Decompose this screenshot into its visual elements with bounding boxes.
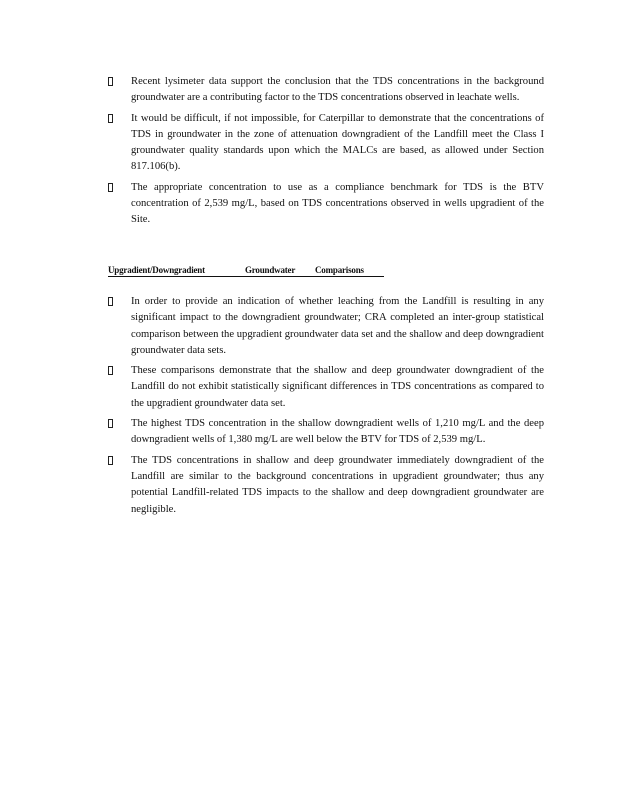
bullet-icon [108, 77, 113, 86]
section-heading-part: Comparisons [315, 265, 364, 275]
list-item [108, 180, 544, 229]
bullet-icon [108, 456, 113, 465]
list-item-text: The highest TDS concentration in the shallow downgradient wells of 1,210 mg/L and the deep downgradient wells of 1,380 mg/L are well below the BTV for TDS of 2,539 mg/L. [131, 418, 544, 446]
list-item [108, 111, 544, 176]
bullet-icon [108, 114, 113, 123]
list-item-text: Recent lysimeter data support the conclusion that the TDS concentrations in the background groundwater are a contributing factor to the TDS concentrations observed in leachate wells. [131, 76, 544, 104]
bullet-icon [108, 419, 113, 428]
list-item-text: The TDS concentrations in shallow and deep groundwater immediately downgradient of the Landfill are similar to the background concentrations in upgradient groundwater; thus any potential Landfill-related TDS impacts to the shallow and deep downgradient groundwater are negligible. [131, 454, 544, 515]
list-item-text: These comparisons demonstrate that the shallow and deep groundwater downgradient of the Landfill do not exhibit statistically significant differences in TDS concentrations as compared to the upgradient groundwater data set. [131, 365, 544, 409]
bullet-icon [108, 366, 113, 375]
section-heading [108, 265, 384, 277]
list-item-text: It would be difficult, if not impossible, for Caterpillar to demonstrate that the concentrations of TDS in groundwater in the zone of attenuation downgradient of the Landfill meet the Class I groundwater quality standards upon which the MALCs are based, as allowed under Section 817.106(b). [131, 112, 544, 173]
list-item [108, 74, 544, 107]
bullet-icon [108, 183, 113, 192]
list-item-text: The appropriate concentration to use as a compliance benchmark for TDS is the BTV concentration of 2,539 mg/L, based on TDS concentrations observed in wells upgradient of the Site. [131, 181, 544, 226]
list-item [108, 416, 544, 449]
findings-list-bottom [108, 294, 544, 522]
section-heading-part: Upgradient/Downgradient [108, 265, 205, 275]
bullet-icon [108, 297, 113, 306]
findings-list-top [108, 74, 544, 233]
list-item [108, 453, 544, 518]
list-item [108, 294, 544, 359]
section-heading-part: Groundwater [245, 265, 296, 275]
list-item-text: In order to provide an indication of whether leaching from the Landfill is resulting in any significant impact to the downgradient groundwater; CRA completed an inter-group statistical comparison between the upgradient groundwater data set and the shallow and deep downgradient groundwater data sets. [131, 296, 544, 356]
list-item [108, 363, 544, 412]
